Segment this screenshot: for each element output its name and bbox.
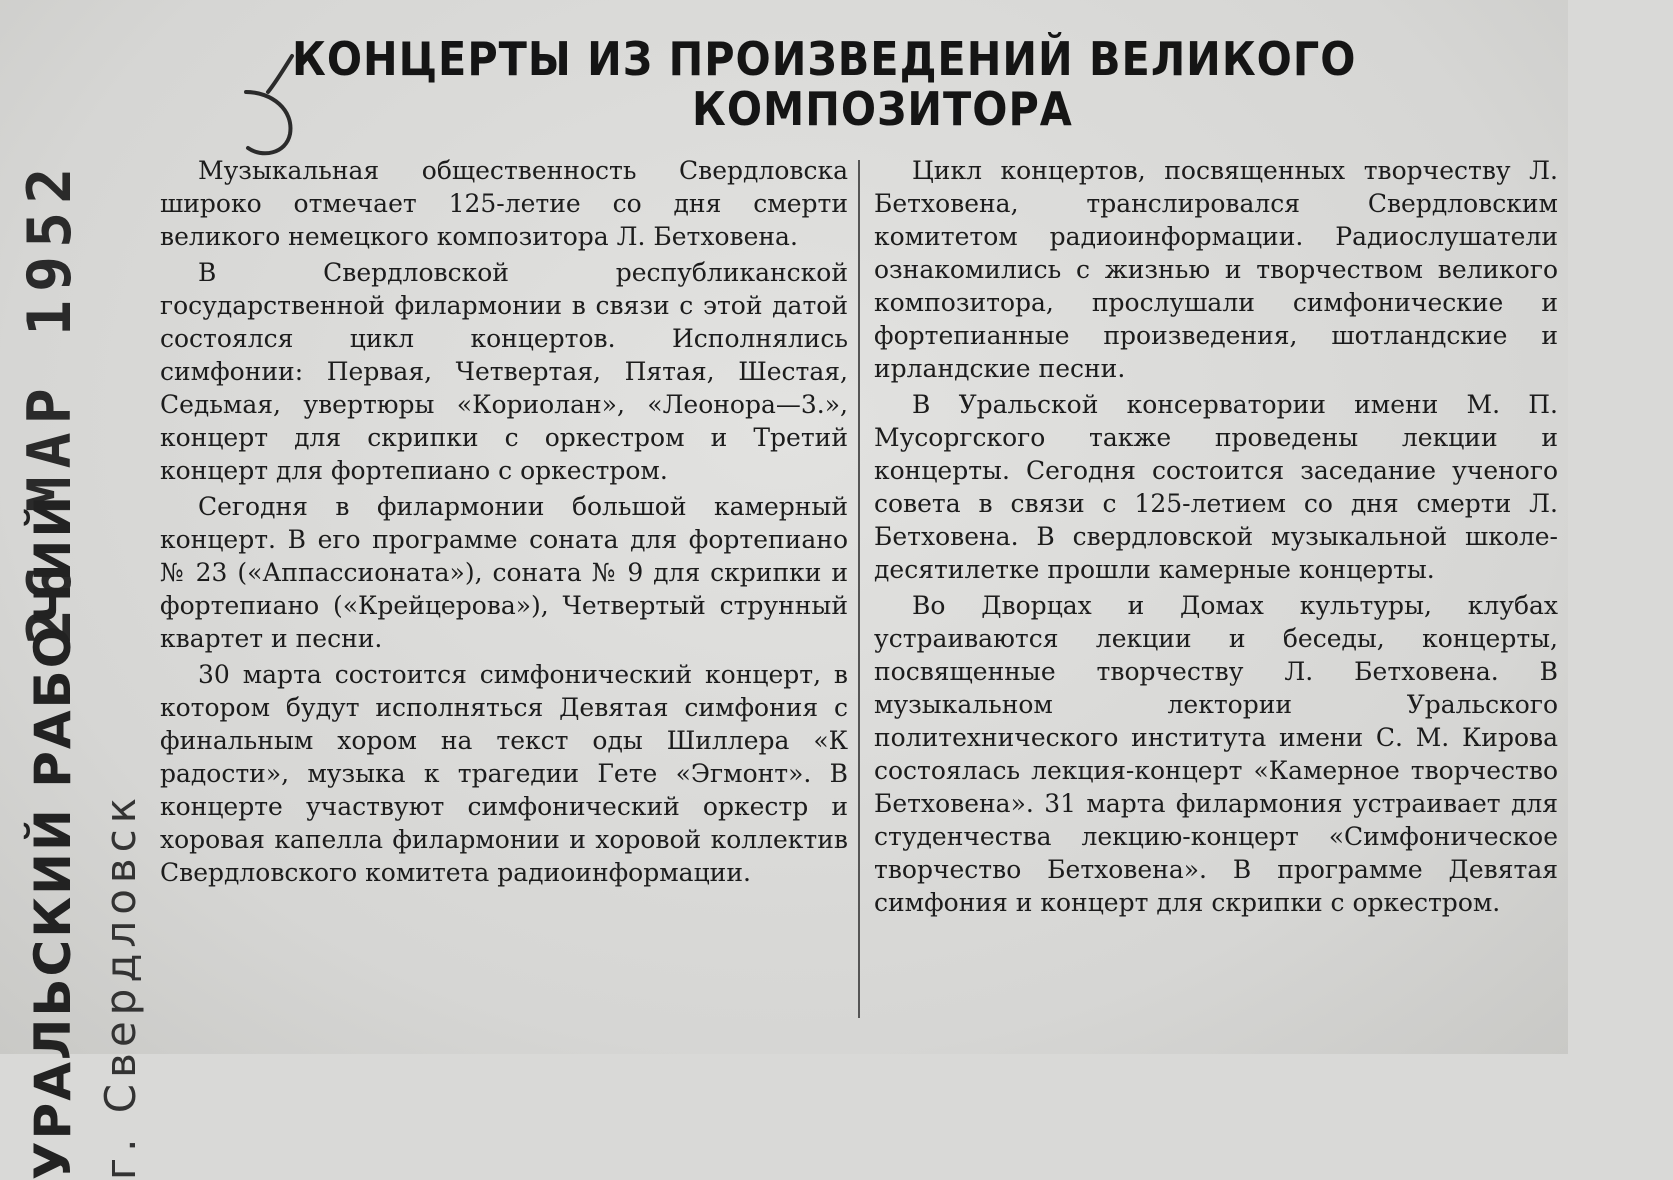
article-column-left <box>160 154 848 892</box>
paragraph: 30 марта состоится симфонический концерт, в котором будут исполняться Девятая симфония с финальным хором на текст оды Шиллера «К радости», музыка к трагедии Гете «Эгмонт». В концерте участвуют симфонический оркестр и хоровая капелла филармонии и хоровой коллектив Свердловского комитета радиоинформации. <box>160 660 848 887</box>
paragraph: Цикл концертов, посвященных творчеству Л. Бетховена, транслировался Свердловским комитетом радиоинформации. Радиослушатели ознакомились с жизнью и творчеством великого композитора, прослушали симфонические и фортепианные произведения, шотландские и ирландские песни. <box>874 156 1558 383</box>
article-column-right <box>874 154 1558 922</box>
article-headline <box>292 34 1392 134</box>
column-divider <box>858 160 860 1018</box>
paragraph: Во Дворцах и Домах культуры, клубах устраиваются лекции и беседы, концерты, посвященные творчеству Л. Бетховена. В музыкальном лектории Уральского политехнического института имени С. М. Кирова состоялась лекция-концерт «Камерное творчество Бетховена». 31 марта филармония устраивает для студенчества лекцию-концерт «Симфоническое творчество Бетховена». В программе Девятая симфония и концерт для скрипки с оркестром. <box>874 591 1558 917</box>
newspaper-city: г. Свердловск <box>96 791 145 1180</box>
paragraph: Сегодня в филармонии большой камерный концерт. В его программе соната для фортепиано № 23 («Аппассионата»), соната № 9 для скрипки и фортепиано («Крейцерова»), Четвертый струнный квартет и песни. <box>160 492 848 653</box>
source-stamp <box>24 170 145 1180</box>
paragraph: Музыкальная общественность Свердловска широко отмечает 125-летие со дня смерти великого немецкого композитора Л. Бетховена. <box>160 156 848 251</box>
headline-line-2: КОМПОЗИТОРА <box>692 82 1073 136</box>
headline-line-1: КОНЦЕРТЫ ИЗ ПРОИЗВЕДЕНИЙ ВЕЛИКОГО <box>292 32 1357 86</box>
paragraph: В Уральской консерватории имени М. П. Мусоргского также проведены лекции и концерты. Сегодня состоится заседание ученого совета в связи с 125-летием со дня смерти Л. Бетховена. В свердловской музыкальной школе-десятилетке прошли камерные концерты. <box>874 390 1558 584</box>
newspaper-name: УРАЛЬСКИЙ РАБОЧИЙ <box>24 493 82 1180</box>
paragraph: В Свердловской республиканской государственной филармонии в связи с этой датой состоялся цикл концертов. Исполнялись симфонии: Первая, Четвертая, Пятая, Шестая, Седьмая, увертюры «Кориолан», «Леонора—3.», концерт для скрипки с оркестром и Третий концерт для фортепиано с оркестром. <box>160 258 848 485</box>
stamp-date: 26 МАР 1952 <box>15 159 85 645</box>
